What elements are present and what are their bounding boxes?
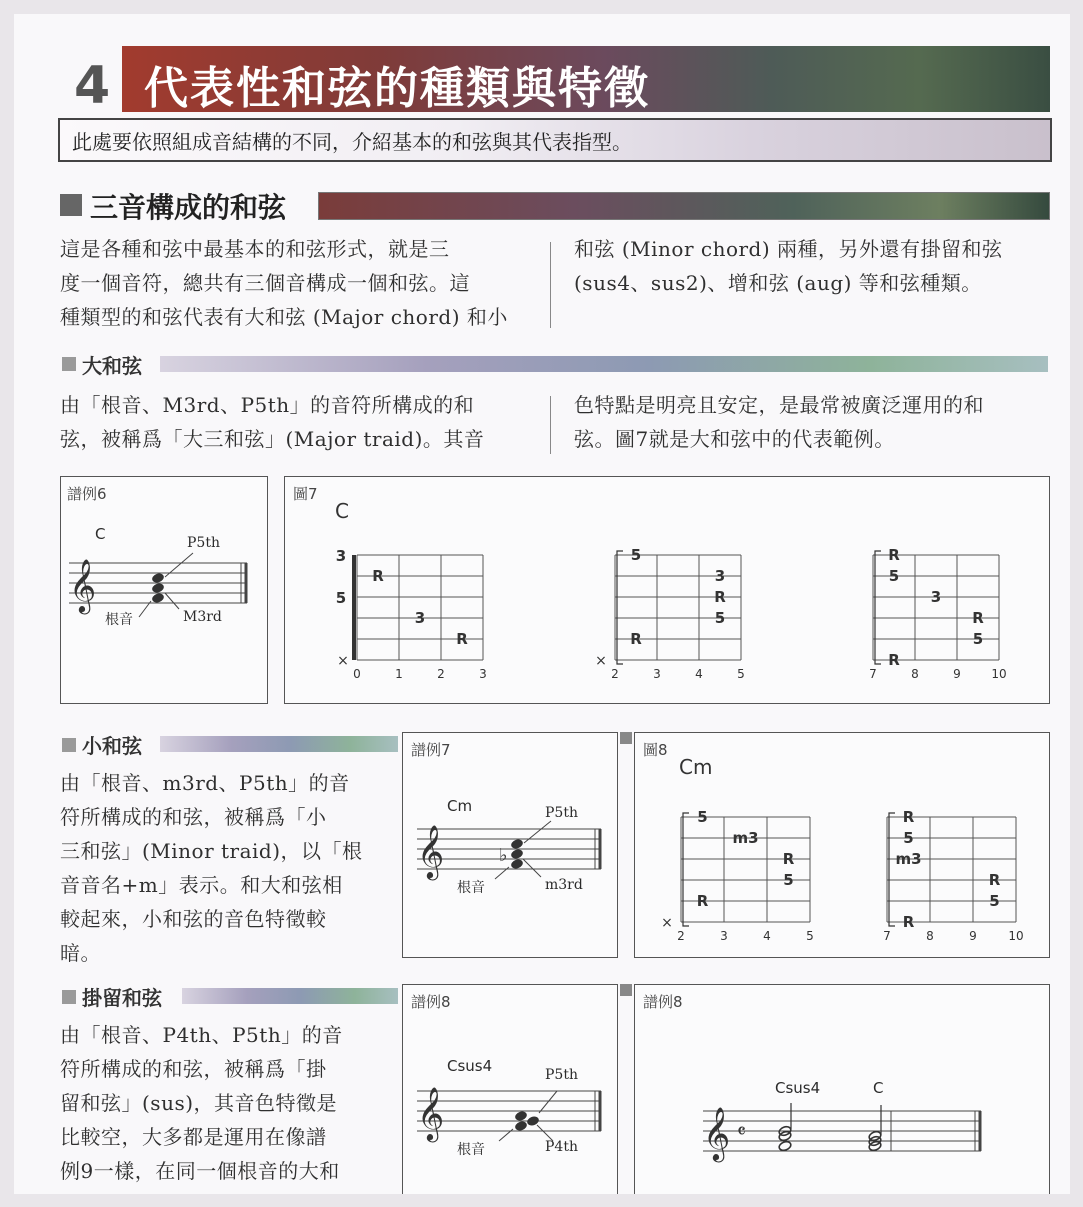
chord-diagram (661, 808, 814, 943)
chord-name-2: C (873, 1079, 884, 1097)
note-mark: R (456, 630, 468, 648)
fret-number: 10 (1008, 929, 1024, 943)
fret-number: 1 (395, 667, 403, 681)
figure-chord-name: Cm (679, 755, 713, 779)
figure-label: 圖7 (293, 485, 318, 503)
chord-diagrams-fig8 (635, 733, 1049, 957)
subsection-heading-sus: 掛留和弦 (82, 986, 162, 1010)
section-heading-bar (318, 192, 1050, 220)
score-label: 譜例8 (643, 993, 683, 1011)
fret-number: 2 (437, 667, 445, 681)
fret-number: 4 (763, 929, 771, 943)
note-mark: R (888, 546, 900, 564)
note-mark: R (696, 892, 709, 910)
root-label: 根音 (457, 1142, 485, 1158)
score-chord-name: C (95, 525, 106, 543)
score-label: 譜例8 (411, 993, 451, 1011)
p4th-label: P4th (545, 1139, 578, 1155)
triad-right-text: 和弦 (Minor chord) 兩種，另外還有掛留和弦 (sus4、sus2)、增和弦 (aug) 等和弦種類。 (574, 237, 1003, 295)
barre-bracket (875, 551, 881, 664)
note-mark: R (902, 913, 915, 931)
score-example-8 (402, 984, 618, 1194)
figure-8 (634, 732, 1050, 958)
note-mark: 5 (903, 829, 914, 847)
fret-number: 8 (926, 929, 934, 943)
fret-number: 7 (883, 929, 891, 943)
score-label: 譜例6 (67, 485, 107, 503)
subsection-heading-bar (160, 356, 1048, 372)
fret-number: 5 (806, 929, 814, 943)
chapter-title: 代表性和弦的種類與特徵 (144, 63, 650, 114)
note-mark: R (714, 588, 726, 606)
note-mark: 5 (972, 630, 984, 648)
note-mark: R (888, 651, 900, 669)
score-example-6 (60, 476, 268, 704)
note-mark: 5 (783, 871, 794, 889)
sus-text: 由「根音、P4th、P5th」的音 符所構成的和弦，被稱爲「掛 留和弦」(sus)，其音色特徵是 比較空，大多都是運用在像譜 例9一樣，在同一個根音的大和 (60, 1023, 343, 1183)
book-page (14, 14, 1070, 1194)
fret-number: 3 (479, 667, 487, 681)
p5th-label: P5th (545, 1067, 578, 1083)
chord-name-1: Csus4 (775, 1079, 821, 1097)
score-example-8-progression (634, 984, 1050, 1194)
note-mark: R (630, 630, 642, 648)
subsection-marker-icon (62, 357, 76, 371)
fret-position-label: 3 (335, 547, 347, 565)
section-heading-triad: 三音構成的和弦 (90, 191, 287, 224)
fret-number: 8 (911, 667, 919, 681)
major-right-text: 色特點是明亮且安定，是最常被廣泛運用的和 弦。圖7就是大和弦中的代表範例。 (574, 393, 984, 451)
staff-notation (635, 985, 1049, 1194)
root-label: 根音 (457, 880, 485, 896)
note-mark: R (988, 871, 1001, 889)
chord-diagrams-fig7 (285, 477, 1049, 703)
note-mark: 5 (714, 609, 726, 627)
column-divider (550, 242, 551, 328)
chord-diagram (336, 547, 487, 681)
intro-box (58, 118, 1052, 162)
barre-bracket (889, 813, 895, 926)
score-chord-name: Csus4 (447, 1057, 493, 1075)
note-mark: 5 (697, 808, 708, 826)
note-mark: m3 (732, 829, 759, 847)
note-mark: 5 (989, 892, 1000, 910)
fret-position-label: 5 (335, 589, 347, 607)
intro-text: 此處要依照組成音結構的不同，介紹基本的和弦與其代表指型。 (72, 130, 632, 154)
staff-notation (61, 477, 267, 703)
note-mark: 5 (888, 567, 900, 585)
m3rd-label: m3rd (545, 877, 583, 893)
note-mark: 5 (630, 546, 642, 564)
subsection-heading-bar (160, 736, 398, 752)
fret-number: 7 (869, 667, 877, 681)
subsection-heading-minor: 小和弦 (82, 734, 142, 758)
fret-number: 0 (353, 667, 361, 681)
chapter-number: 4 (74, 56, 111, 116)
svg-text:𝄴: 𝄴 (737, 1119, 746, 1143)
fret-number: 3 (720, 929, 728, 943)
svg-text:𝄞: 𝄞 (417, 824, 445, 878)
major-left-text: 由「根音、M3rd、P5th」的音符所構成的和 弦，被稱爲「大三和弦」(Major traid)。其音 (60, 393, 485, 451)
score-example-7 (402, 732, 618, 958)
staff-notation (403, 733, 617, 957)
muted-string-icon: × (595, 653, 607, 669)
chapter-title-bar (122, 46, 1050, 112)
muted-string-icon: × (661, 915, 673, 931)
p5th-label: P5th (545, 805, 578, 821)
score-label: 譜例7 (411, 741, 451, 759)
minor-text: 由「根音、m3rd、P5th」的音 符所構成的和弦，被稱爲「小 三和弦」(Minor traid)，以「根 音音名+m」表示。和大和弦相 較起來，小和弦的音色特徵較 暗。 (60, 771, 363, 965)
p5th-label: P5th (187, 535, 220, 551)
figure-7 (284, 476, 1050, 704)
note-mark: R (972, 609, 984, 627)
note-mark: R (902, 808, 915, 826)
chord-diagram (595, 546, 745, 681)
fret-number: 10 (991, 667, 1007, 681)
chord-diagram (883, 808, 1023, 943)
section-marker-icon (60, 194, 82, 216)
fret-number: 9 (953, 667, 961, 681)
chord-diagram (869, 546, 1006, 681)
barre-bracket (617, 551, 623, 664)
figure-label: 圖8 (643, 741, 668, 759)
svg-text:𝄞: 𝄞 (417, 1086, 445, 1140)
muted-string-icon: × (337, 653, 349, 669)
note-mark: R (372, 567, 384, 585)
svg-text:♭: ♭ (499, 845, 508, 866)
subsection-marker-icon (62, 738, 76, 752)
triad-left-text: 這是各種和弦中最基本的和弦形式，就是三 度一個音符，總共有三個音構成一個和弦。這 種類型的和弦代表有大和弦 (Major chord) 和小 (60, 237, 508, 329)
svg-text:𝄞: 𝄞 (703, 1106, 731, 1160)
note-mark: 3 (930, 588, 942, 606)
figure-marker-icon (620, 984, 632, 996)
note-mark: m3 (895, 850, 922, 868)
m3rd-label: M3rd (183, 609, 222, 625)
fret-number: 2 (677, 929, 685, 943)
staff-notation (403, 985, 617, 1194)
subsection-heading-bar (182, 988, 398, 1004)
root-label: 根音 (105, 612, 133, 628)
nut (352, 555, 356, 660)
score-chord-name: Cm (447, 797, 473, 815)
barre-bracket (683, 813, 689, 926)
fret-number: 4 (695, 667, 703, 681)
fret-number: 2 (611, 667, 619, 681)
column-divider (550, 396, 551, 454)
fret-number: 9 (969, 929, 977, 943)
note-mark: R (782, 850, 795, 868)
note-mark: 3 (414, 609, 426, 627)
subsection-marker-icon (62, 990, 76, 1004)
note-mark: 3 (714, 567, 726, 585)
svg-text:𝄞: 𝄞 (69, 558, 97, 612)
fret-number: 5 (737, 667, 745, 681)
fret-number: 3 (653, 667, 661, 681)
subsection-heading-major: 大和弦 (82, 354, 142, 378)
figure-chord-name: C (335, 499, 349, 523)
figure-marker-icon (620, 732, 632, 744)
